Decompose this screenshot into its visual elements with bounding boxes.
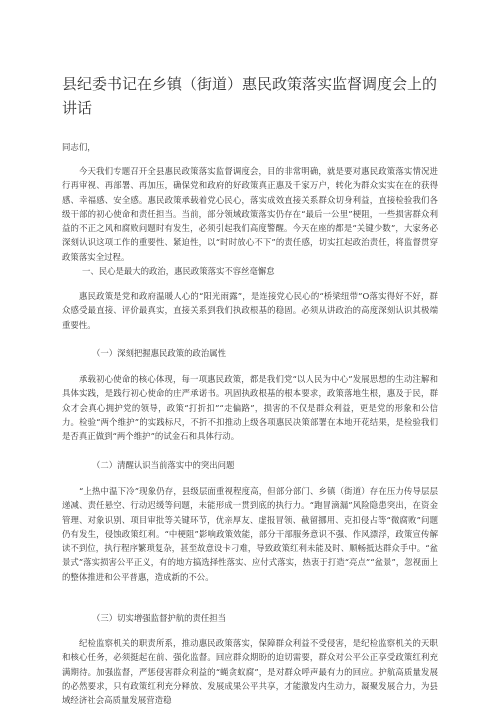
subsection-2-paragraph: “上热中温下冷”现象仍存，县级层面重视程度高，但部分部门、乡镇（街道）存在压力传导层层递减、责任悬空、行动迟缓等问题，未能形成一贯到底的执行力。“跑冒滴漏”风险隐患突出，在资金管理、对象识别、项目审批等关键环节，优亲厚友、虚报冒领、截留挪用、克扣侵占等“微腐败”问题仍有发生，侵蚀政策红利。“中梗阻”影响政策效能，部分干部服务意识不强、作风漂浮，政策宣传解读不到位，执行程序繁琐复杂，甚至故意设卡刁难，导致政策红利未能及时、顺畅抵达群众手中。“盆景式”落实损害公平正义，有的地方搞选择性落实、应付式落实，热衷于打造“亮点”“盆景”，忽视面上的整体推进和公平普惠，造成新的不公。 <box>62 486 438 582</box>
subsection-heading-1: （一）深刻把握惠民政策的政治属性 <box>92 348 226 358</box>
salutation: 同志们， <box>62 142 96 152</box>
subsection-heading-2: （二）清醒认识当前落实中的突出问题 <box>92 460 235 470</box>
section-heading-1: 一、民心是最大的政治，惠民政策落实不容丝毫懈怠 <box>82 266 275 276</box>
section-1-paragraph: 惠民政策是党和政府温暖人心的“阳光雨露”，是连接党心民心的“桥梁纽带”O落实得好不好，群众感受最直接、评价最真实，直接关系到我们执政根基的稳固。必须从讲政治的高度深刻认识其极端重要性。 <box>62 291 438 330</box>
intro-paragraph: 今天我们专题召开全县惠民政策落实监督调度会，目的非常明确，就是要对惠民政策落实情况进行再审视、再部署、再加压，确保党和政府的好政策真正惠及千家万户，转化为群众实实在在的获得感、幸福感、安全感。惠民政策承载着党心民心，落实成效直接关系群众切身利益，直接检验我们各级干部的初心使命和责任担当。当前，部分领域政策落实仍存在“最后一公里”梗阻，一些损害群众利益的不正之风和腐败问题时有发生，必须引起我们高度警醒。今天在座的都是“关键少数”，大家务必深刻认识这项工作的重要性、紧迫性，以“时时放心不下”的责任感，切实扛起政治责任，将监督贯穿政策落实全过程。 <box>62 166 438 262</box>
document-title: 县纪委书记在乡镇（街道）惠民政策落实监督调度会上的讲话 <box>62 75 438 117</box>
subsection-3-paragraph: 纪检监察机关的职责所系，推动惠民政策落实，保障群众利益不受侵害，是纪检监察机关的天职和核心任务，必须挺起在前、强化监督。回应群众期盼的迫切需要，群众对公平公正享受政策红利充满期待。加强监督，严惩侵害群众利益的“蝇贪蚁腐”，是对群众呼声最有力的回应。护航高质量发展的必然要求，只有政策红利充分释放、发展成果公平共享，才能激发内生动力，凝聚发展合力，为县域经济社会高质量发展营造稳 <box>62 638 438 706</box>
subsection-1-paragraph: 承载初心使命的核心体现，每一项惠民政策，都是我们党“以人民为中心”发展思想的生动注解和具体实践，是践行初心使命的庄严承诺书。巩固执政根基的根本要求，政策落地生根，惠及于民，群众才会真心拥护党的领导，政策“打折扣”“走偏路”，损害的不仅是群众利益，更是党的形象和公信力。检验“两个维护”的实践标尺，不折不扣推动上级各项惠民决策部署在本地开花结果，是检验我们是否真正做到“两个维护”的试金石和具体行动。 <box>62 374 438 442</box>
subsection-heading-3: （三）切实增强监督护航的责任担当 <box>92 613 226 623</box>
